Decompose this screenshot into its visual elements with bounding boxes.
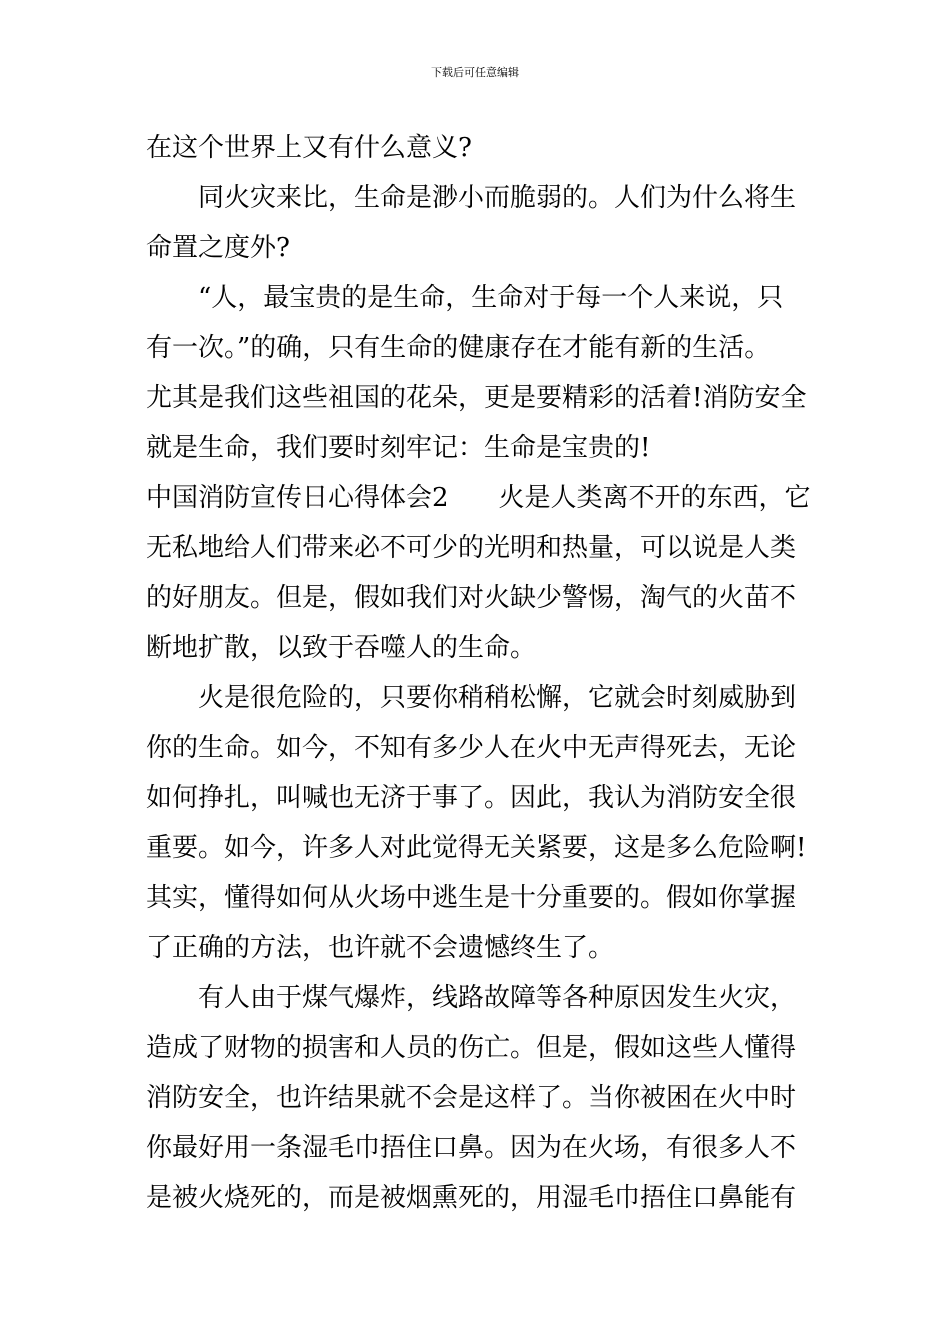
text-line: 火是很危险的，只要你稍稍松懈，它就会时刻威胁到 (198, 683, 797, 713)
text-line: 同火灾来比，生命是渺小而脆弱的。人们为什么将生 (198, 183, 797, 213)
text-line: 命置之度外? (146, 233, 290, 263)
text-line: 你最好用一条湿毛巾捂住口鼻。因为在火场，有很多人不 (146, 1133, 797, 1163)
text-line: 火是人类离不开的东西，它 (498, 483, 811, 513)
text-line: 在这个世界上又有什么意义? (146, 133, 472, 163)
text-line: 重要。如今，许多人对此觉得无关紧要，这是多么危险啊! (146, 833, 807, 863)
text-line: 如何挣扎，叫喊也无济于事了。因此，我认为消防安全很 (146, 783, 797, 813)
text-line: 其实，懂得如何从火场中逃生是十分重要的。假如你掌握 (146, 883, 797, 913)
text-line: 就是生命，我们要时刻牢记：生命是宝贵的! (146, 433, 651, 463)
text-line: 有人由于煤气爆炸，线路故障等各种原因发生火灾， (198, 983, 797, 1013)
page-header: 下载后可任意编辑 (431, 66, 519, 79)
text-line: 你的生命。如今，不知有多少人在火中无声得死去，无论 (146, 733, 797, 763)
text-line: 造成了财物的损害和人员的伤亡。但是，假如这些人懂得 (146, 1033, 797, 1063)
text-line: “人，最宝贵的是生命，生命对于每一个人来说，只 (198, 283, 784, 313)
text-line: 无私地给人们带来必不可少的光明和热量，可以说是人类 (146, 533, 797, 563)
text-line: 断地扩散，以致于吞噬人的生命。 (146, 633, 537, 663)
text-line: 的好朋友。但是，假如我们对火缺少警惕，淘气的火苗不 (146, 583, 797, 613)
text-line: 尤其是我们这些祖国的花朵，更是要精彩的活着!消防安全 (146, 383, 807, 413)
text-line: 了正确的方法，也许就不会遗憾终生了。 (146, 933, 615, 963)
text-line: 有一次。”的确，只有生命的健康存在才能有新的生活。 (146, 333, 771, 363)
text-line: 消防安全，也许结果就不会是这样了。当你被困在火中时 (146, 1083, 797, 1113)
text-line: 是被火烧死的，而是被烟熏死的，用湿毛巾捂住口鼻能有 (146, 1183, 797, 1213)
section-line (146, 482, 811, 514)
section-heading: 中国消防宣传日心得体会2 (146, 483, 449, 513)
